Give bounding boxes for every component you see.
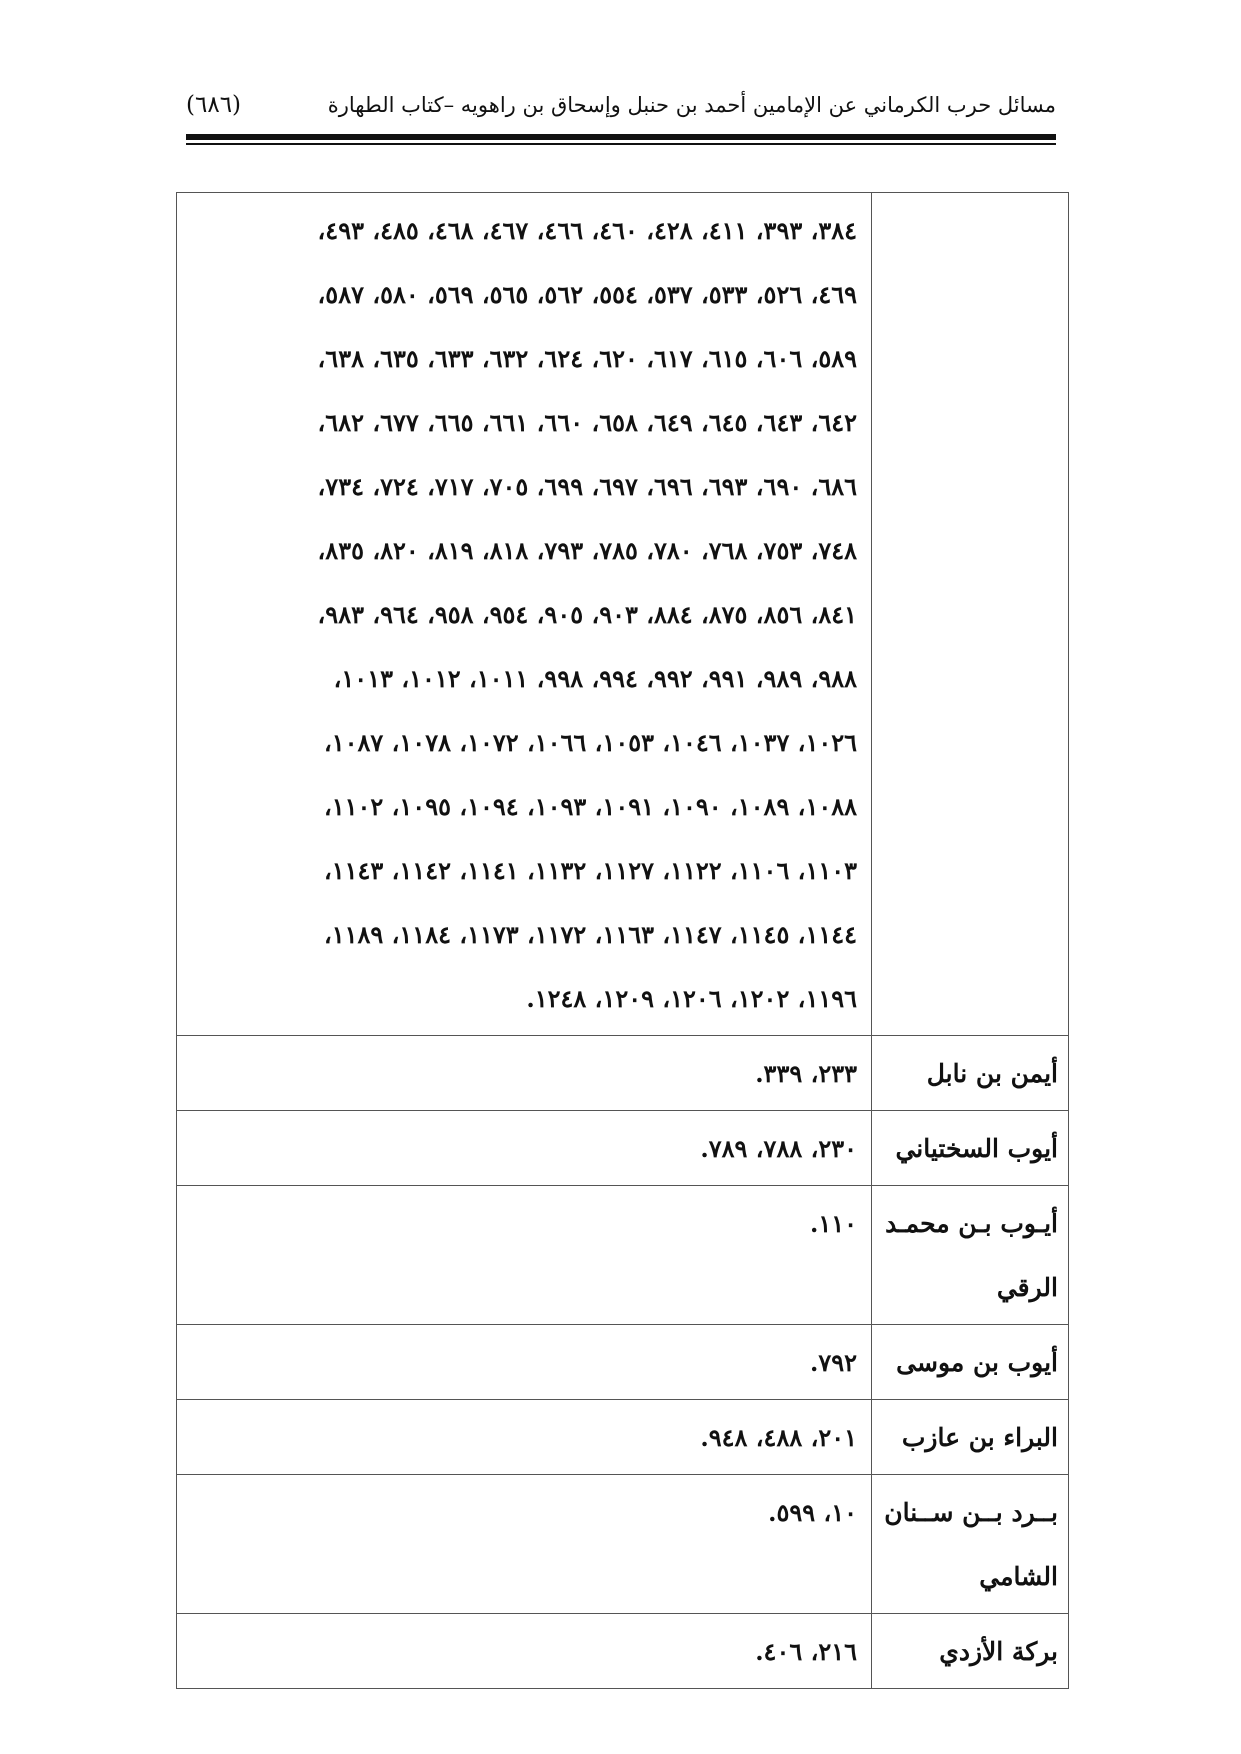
narrator-name-line: بــرد بــن ســنان: [884, 1498, 1058, 1527]
narrator-name-spacer: [880, 775, 1058, 839]
references-cell: [177, 1400, 872, 1475]
narrator-name-spacer: [880, 391, 1058, 455]
reference-line: ٢٠١، ٤٨٨، ٩٤٨.: [700, 1423, 857, 1452]
narrator-name-line: [880, 199, 1058, 263]
narrator-name-line: أيمن بن نابل: [926, 1059, 1058, 1088]
narrator-name-line: البراء بن عازب: [901, 1423, 1058, 1452]
narrator-name-spacer: [880, 519, 1058, 583]
header-title: مسائل حرب الكرماني عن الإمامين أحمد بن حنبل وإسحاق بن راهويه –كتاب الطهارة: [327, 93, 1056, 117]
index-table-body: [177, 193, 1069, 1689]
narrator-name-spacer: [880, 647, 1058, 711]
reference-numbers: [177, 1475, 871, 1613]
reference-line: ١٠٢٦، ١٠٣٧، ١٠٤٦، ١٠٥٣، ١٠٦٦، ١٠٧٢، ١٠٧٨، ١٠٨٧،: [323, 728, 857, 757]
narrator-name-spacer: [880, 263, 1058, 327]
reference-line: ١٠٨٨، ١٠٨٩، ١٠٩٠، ١٠٩١، ١٠٩٣، ١٠٩٤، ١٠٩٥، ١١٠٢،: [323, 792, 857, 821]
index-row: [177, 193, 1069, 1036]
reference-line: ١١٠.: [809, 1209, 857, 1238]
reference-line: ٦٤٢، ٦٤٣، ٦٤٥، ٦٤٩، ٦٥٨، ٦٦٠، ٦٦١، ٦٦٥، ٦٧٧، ٦٨٢،: [317, 408, 857, 437]
narrator-name-line: الشامي: [979, 1562, 1058, 1591]
narrator-name: [872, 1400, 1068, 1474]
narrator-name-cell: [872, 1111, 1069, 1186]
narrator-name-line: بركة الأزدي: [939, 1637, 1058, 1666]
references-cell: [177, 1475, 872, 1614]
narrator-name: [872, 1186, 1068, 1324]
reference-line: ٣٨٤، ٣٩٣، ٤١١، ٤٢٨، ٤٦٠، ٤٦٦، ٤٦٧، ٤٦٨، ٤٨٥، ٤٩٣،: [317, 216, 857, 245]
reference-line: ٨٤١، ٨٥٦، ٨٧٥، ٨٨٤، ٩٠٣، ٩٠٥، ٩٥٤، ٩٥٨، ٩٦٤، ٩٨٣،: [317, 600, 857, 629]
narrator-name: [872, 1475, 1068, 1613]
reference-numbers: [177, 1614, 871, 1688]
reference-line-spacer: [191, 1545, 857, 1609]
reference-numbers: [177, 193, 871, 1035]
reference-line: ٢١٦، ٤٠٦.: [755, 1637, 857, 1666]
narrator-name-line: أيـوب بـن محمـد: [885, 1209, 1058, 1238]
references-cell: [177, 1325, 872, 1400]
reference-numbers: [177, 1325, 871, 1399]
reference-numbers: [177, 1186, 871, 1324]
narrator-name-cell: [872, 193, 1069, 1036]
reference-numbers: [177, 1400, 871, 1474]
narrator-name: [872, 1036, 1068, 1110]
reference-line: ٢٣٠، ٧٨٨، ٧٨٩.: [700, 1134, 857, 1163]
reference-line: ٩٨٨، ٩٨٩، ٩٩١، ٩٩٢، ٩٩٤، ٩٩٨، ١٠١١، ١٠١٢، ١٠١٣،: [333, 664, 857, 693]
narrator-name-line: أيوب بن موسى: [896, 1348, 1058, 1377]
index-row: [177, 1614, 1069, 1689]
narrator-name-line: أيوب السختياني: [895, 1134, 1058, 1163]
narrator-name-spacer: [880, 327, 1058, 391]
reference-line: ٥٨٩، ٦٠٦، ٦١٥، ٦١٧، ٦٢٠، ٦٢٤، ٦٣٢، ٦٣٣، ٦٣٥، ٦٣٨،: [317, 344, 857, 373]
reference-line: ١١٠٣، ١١٠٦، ١١٢٢، ١١٢٧، ١١٣٢، ١١٤١، ١١٤٢، ١١٤٣،: [323, 856, 857, 885]
narrator-name: [872, 1325, 1068, 1399]
reference-line: ١١٤٤، ١١٤٥، ١١٤٧، ١١٦٣، ١١٧٢، ١١٧٣، ١١٨٤، ١١٨٩،: [323, 920, 857, 949]
narrator-name-cell: [872, 1325, 1069, 1400]
reference-line: ٢٣٣، ٣٣٩.: [755, 1059, 857, 1088]
references-cell: [177, 1186, 872, 1325]
references-cell: [177, 1614, 872, 1689]
reference-line-spacer: [191, 1256, 857, 1320]
narrator-name-spacer: [880, 903, 1058, 967]
reference-numbers: [177, 1111, 871, 1185]
narrator-name-cell: [872, 1036, 1069, 1111]
narrator-name-cell: [872, 1614, 1069, 1689]
index-row: [177, 1400, 1069, 1475]
page-number: (٦٨٦): [186, 92, 242, 118]
index-row: [177, 1036, 1069, 1111]
narrator-name: [872, 1111, 1068, 1185]
index-table: [176, 192, 1069, 1689]
header-rule-thick: [186, 134, 1056, 140]
narrator-name-cell: [872, 1186, 1069, 1325]
reference-line: ٧٩٢.: [809, 1348, 857, 1377]
narrator-name-spacer: [880, 583, 1058, 647]
index-row: [177, 1111, 1069, 1186]
references-cell: [177, 193, 872, 1036]
narrator-name: [872, 193, 1068, 1035]
narrator-name-cell: [872, 1400, 1069, 1475]
reference-numbers: [177, 1036, 871, 1110]
reference-line: ١٠، ٥٩٩.: [768, 1498, 857, 1527]
header-rule-thin: [186, 143, 1056, 145]
narrator-name-spacer: [880, 455, 1058, 519]
index-row: [177, 1475, 1069, 1614]
narrator-name-spacer: [880, 711, 1058, 775]
narrator-name-spacer: [880, 967, 1058, 1031]
index-row: [177, 1186, 1069, 1325]
references-cell: [177, 1111, 872, 1186]
narrator-name: [872, 1614, 1068, 1688]
reference-line: ٧٤٨، ٧٥٣، ٧٦٨، ٧٨٠، ٧٨٥، ٧٩٣، ٨١٨، ٨١٩، ٨٢٠، ٨٣٥،: [317, 536, 857, 565]
reference-line: ١١٩٦، ١٢٠٢، ١٢٠٦، ١٢٠٩، ١٢٤٨.: [526, 984, 857, 1013]
references-cell: [177, 1036, 872, 1111]
running-header: [186, 80, 1056, 130]
narrator-name-spacer: [880, 839, 1058, 903]
reference-line: ٤٦٩، ٥٢٦، ٥٣٣، ٥٣٧، ٥٥٤، ٥٦٢، ٥٦٥، ٥٦٩، ٥٨٠، ٥٨٧،: [317, 280, 857, 309]
narrator-name-line: الرقي: [996, 1273, 1058, 1302]
narrator-name-cell: [872, 1475, 1069, 1614]
index-row: [177, 1325, 1069, 1400]
reference-line: ٦٨٦، ٦٩٠، ٦٩٣، ٦٩٦، ٦٩٧، ٦٩٩، ٧٠٥، ٧١٧، ٧٢٤، ٧٣٤،: [317, 472, 857, 501]
